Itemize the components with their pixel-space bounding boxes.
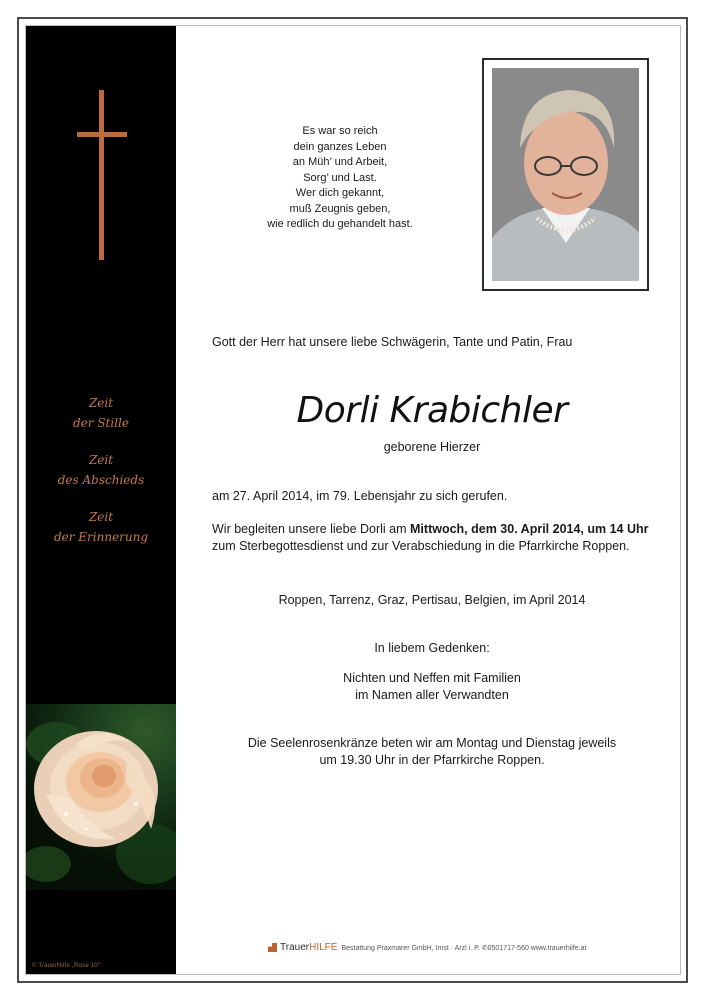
sidebar [26,26,176,974]
service-text: zum Sterbegottesdienst und zur Verabschiedung in die Pfarrkirche Roppen. [212,538,630,553]
footer-logo [280,942,337,953]
verse-line: Zeit [88,453,114,467]
poem-line: Sorg’ und Last. [303,171,377,184]
memory-heading: In liebem Gedenken: [374,641,490,655]
verse-line: Zeit [88,396,114,410]
places-date: Roppen, Tarrenz, Graz, Pertisau, Belgien, im April 2014 [278,593,586,607]
portrait-photo [492,68,639,281]
cross-icon [77,90,127,260]
portrait-frame [482,58,649,291]
verse-line: Zeit [88,510,114,524]
verse-line: der Erinnerung [53,529,149,544]
rose-image [26,704,176,890]
rosary-line: Die Seelenrosenkränze beten wir am Montag und Dienstag jeweils [247,736,617,750]
poem-line: Es war so reich [302,125,378,137]
death-date: am 27. April 2014, im 79. Lebensjahr zu sich gerufen. [212,489,508,503]
poem-line: wie redlich du gehandelt hast. [267,218,413,230]
logo-hilfe: HILFE [309,942,338,953]
verse [26,451,176,490]
footer [268,942,608,956]
poem-line: muß Zeugnis geben, [289,202,391,215]
rosary-line: um 19.30 Uhr in der Pfarrkirche Roppen. [319,752,545,767]
service-date: Mittwoch, dem 30. April 2014, um 14 Uhr [410,522,649,536]
verse-line: des Abschieds [57,472,145,487]
verse [26,394,176,433]
intro-text: Gott der Herr hat unsere liebe Schwägerin, Tante und Patin, Frau [212,335,573,349]
mourners-line: Nichten und Neffen mit Familien [343,671,521,685]
copyright: © TrauerHilfe „Rose 10“ [32,963,101,969]
sidebar-verses [26,394,176,565]
verse-line: der Stille [73,415,129,430]
poem-line: an Müh’ und Arbeit, [292,156,388,168]
footer-text: Bestattung Praxmarer GmbH, Imst · Arzl i. P. ✆0501717-560 www.trauerhilfe.at [341,944,587,952]
verse [26,508,176,547]
deceased-name: Dorli Krabichler [296,390,568,431]
mourners [212,670,652,703]
service-info [212,521,652,554]
poem-line: dein ganzes Leben [293,140,387,153]
service-text: Wir begleiten unsere liebe Dorli am [212,522,411,536]
maiden-name: geborene Hierzer [383,440,481,454]
mourners-line: im Namen aller Verwandten [355,687,509,702]
logo-trauer: Trauer [280,942,310,953]
rosary-info [212,735,652,768]
trauerhilfe-logo-icon [268,943,277,952]
poem [248,124,432,233]
poem-line: Wer dich gekannt, [295,187,385,199]
